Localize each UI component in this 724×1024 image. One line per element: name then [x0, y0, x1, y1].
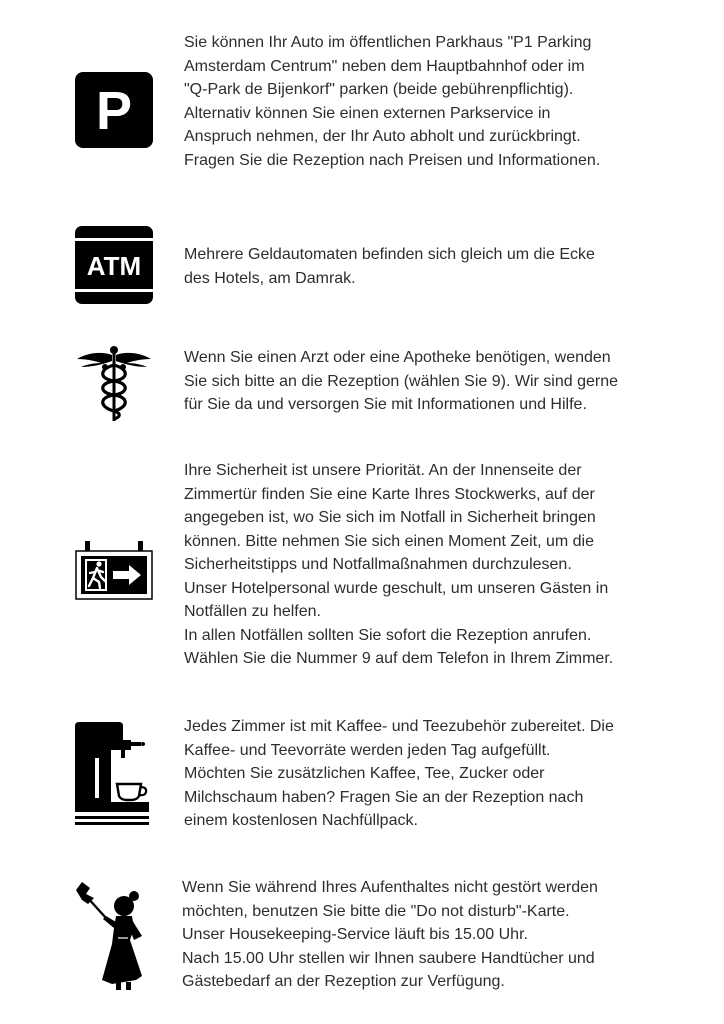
safety-section [0, 455, 724, 685]
atm-section [0, 200, 724, 320]
atm-icon-label: ATM [86, 251, 142, 281]
emergency-exit-icon [75, 541, 153, 601]
medical-text [184, 346, 684, 417]
medical-section [0, 330, 724, 440]
caduceus-icon [75, 345, 153, 423]
parking-icon-letter: P [95, 81, 133, 141]
housekeeping-maid-icon [72, 880, 152, 990]
parking-icon [75, 72, 153, 148]
parking-section [0, 0, 724, 200]
coffee-section [0, 700, 724, 845]
housekeeping-text [182, 876, 682, 994]
housekeeping-section [0, 860, 724, 1020]
parking-paragraph: Sie können Ihr Auto im öffentlichen Parkhaus "P1 Parking Amsterdam Centrum" neben dem Hauptbahnhof oder im "Q-Park de Bijenkorf" parken (beide gebührenpflichtig). Alternativ können Sie einen externen Parkservice in Anspruch nehmen, der Ihr Auto abholt und zurückbringt. Fragen Sie die Rezeption nach Preisen und Informationen. [184, 34, 601, 169]
atm-paragraph: Mehrere Geldautomaten befinden sich gleich um die Ecke des Hotels, am Damrak. [184, 246, 595, 287]
coffee-text [184, 715, 684, 833]
coffee-machine-icon [75, 722, 155, 826]
parking-text [184, 31, 684, 172]
safety-paragraph: Ihre Sicherheit ist unsere Priorität. An der Innenseite der Zimmertür finden Sie eine Karte Ihres Stockwerks, auf der angegeben ist, wo Sie sich im Notfall in Sicherheit bringen können. Bitte nehmen Sie sich einen Moment Zeit, um die Sicherheitstipps und Notfallmaßnahmen durchzulesen. Unser Hotelpersonal wurde geschult, um unseren Gästen in Notfällen zu helfen. In allen Notfällen sollten Sie sofort die Rezeption anrufen. Wählen Sie die Nummer 9 auf dem Telefon in Ihrem Zimmer. [184, 462, 614, 667]
atm-text [184, 243, 684, 290]
medical-paragraph: Wenn Sie einen Arzt oder eine Apotheke benötigen, wenden Sie sich bitte an die Rezeption (wählen Sie 9). Wir sind gerne für Sie da und versorgen Sie mit Informationen und Hilfe. [184, 349, 618, 413]
coffee-paragraph: Jedes Zimmer ist mit Kaffee- und Teezubehör zubereitet. Die Kaffee- und Teevorräte werden jeden Tag aufgefüllt. Möchten Sie zusätzlichen Kaffee, Tee, Zucker oder Milchschaum haben? Fragen Sie an der Rezeption nach einem kostenlosen Nachfüllpack. [184, 718, 614, 829]
safety-text [184, 459, 684, 671]
atm-icon [75, 226, 153, 304]
housekeeping-paragraph: Wenn Sie während Ihres Aufenthaltes nicht gestört werden möchten, benutzen Sie bitte die "Do not disturb"-Karte. Unser Housekeeping-Service läuft bis 15.00 Uhr. Nach 15.00 Uhr stellen wir Ihnen saubere Handtücher und Gästebedarf an der Rezeption zur Verfügung. [182, 879, 598, 990]
